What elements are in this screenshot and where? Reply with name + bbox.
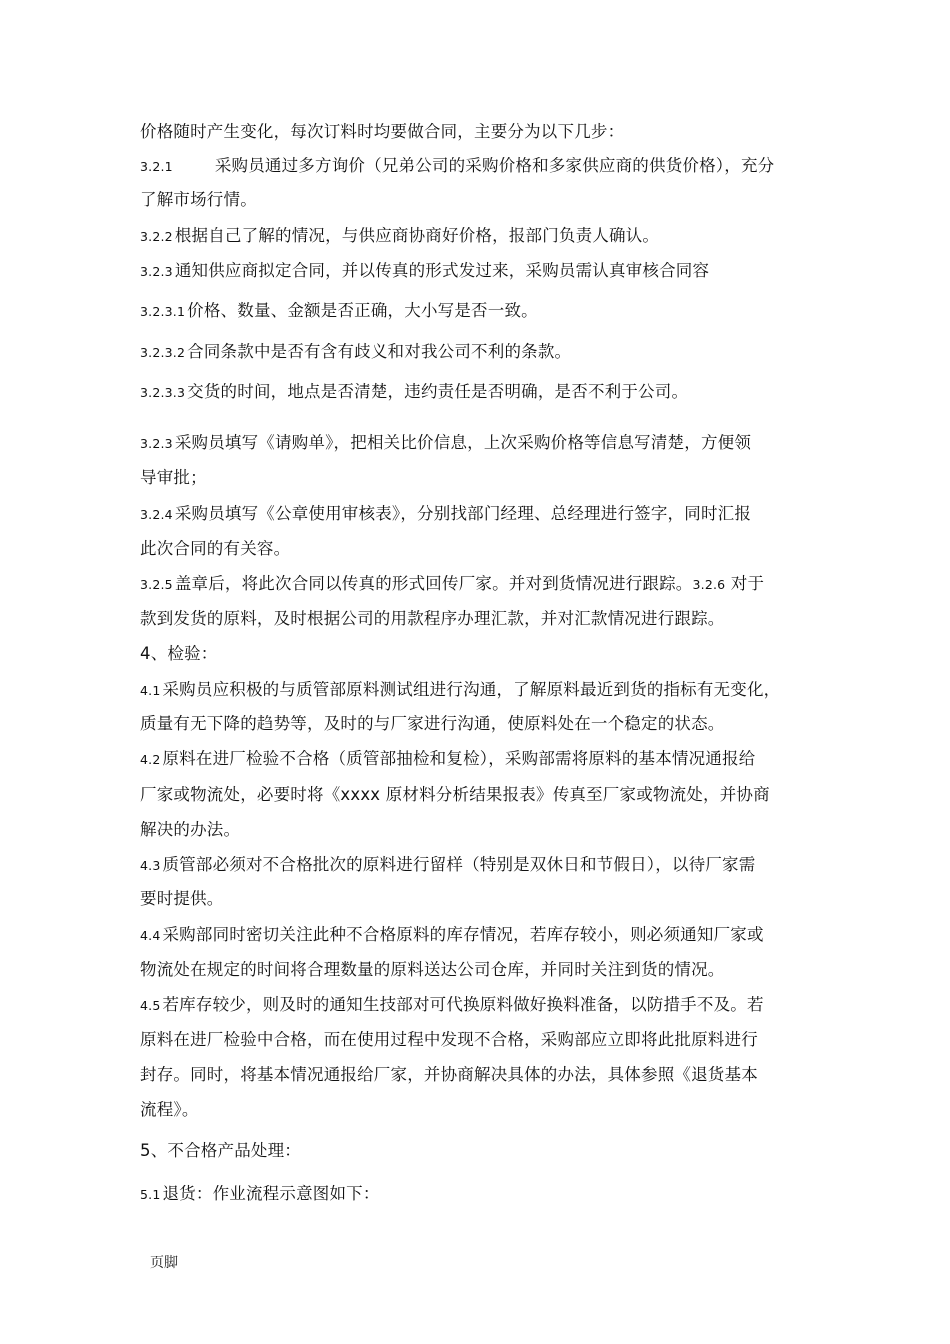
text-line: 物流处在规定的时间将合理数量的原料送达公司仓库，并同时关注到货的情况。	[140, 960, 725, 979]
text-line: 3.2.3.2 合同条款中是否有含有歧义和对我公司不利的条款。	[140, 342, 572, 361]
section-number: 4.3	[140, 858, 161, 873]
text-line: 此次合同的有关容。	[140, 539, 291, 558]
section-number: 3.2.1	[140, 159, 173, 174]
text-line: 3.2.3 采购员填写《请购单》，把相关比价信息，上次采购价格等信息写清楚，方便领	[140, 433, 752, 452]
section-number: 5.1	[140, 1187, 161, 1202]
section-number: 3.2.3	[140, 264, 173, 279]
text-line: 3.2.3.1 价格、数量、金额是否正确，大小写是否一致。	[140, 301, 538, 320]
text-line: 5、不合格产品处理：	[140, 1141, 301, 1160]
section-number: 4.2	[140, 752, 161, 767]
text-line: 3.2.3.3 交货的时间，地点是否清楚，违约责任是否明确，是否不利于公司。	[140, 382, 689, 401]
text-line: 3.2.3 通知供应商拟定合同，并以传真的形式发过来，采购员需认真审核合同容	[140, 261, 710, 280]
text-line: 了解市场行情。	[140, 190, 257, 209]
text-line: 流程》。	[140, 1100, 199, 1119]
text-line: 封存。同时，将基本情况通报给厂家，并协商解决具体的办法，具体参照《退货基本	[140, 1065, 758, 1084]
text-line: 3.2.5 盖章后，将此次合同以传真的形式回传厂家。并对到货情况进行跟踪。3.2.6 对于	[140, 574, 765, 593]
section-number: 4.4	[140, 928, 161, 943]
text-line: 5.1 退货：作业流程示意图如下：	[140, 1184, 380, 1203]
text-line: 导审批；	[140, 468, 207, 487]
section-number: 3.2.4	[140, 507, 173, 522]
text-line: 原料在进厂检验中合格，而在使用过程中发现不合格，采购部应立即将此批原料进行	[140, 1030, 758, 1049]
text-line: 质量有无下降的趋势等，及时的与厂家进行沟通，使原料处在一个稳定的状态。	[140, 714, 725, 733]
section-number: 3.2.5	[140, 577, 173, 592]
section-number: 4.5	[140, 998, 161, 1013]
text-line: 要时提供。	[140, 889, 224, 908]
text-line: 厂家或物流处，必要时将《xxxx 原材料分析结果报表》传真至厂家或物流处，并协商	[140, 785, 770, 804]
text-line: 4、检验：	[140, 644, 218, 663]
text-line: 3.2.4 采购员填写《公章使用审核表》，分别找部门经理、总经理进行签字，同时汇报	[140, 504, 752, 523]
section-number: 3.2.6	[692, 577, 726, 592]
section-number: 3.2.3.3	[140, 385, 186, 400]
section-number: 4.1	[140, 683, 161, 698]
text-line: 3.2.2 根据自己了解的情况，与供应商协商好价格，报部门负责人确认。	[140, 226, 660, 245]
text-line: 价格随时产生变化，每次订料时均要做合同，主要分为以下几步：	[140, 122, 625, 141]
text-line: 4.4 采购部同时密切关注此种不合格原料的库存情况，若库存较小，则必须通知厂家或	[140, 925, 764, 944]
section-number: 3.2.2	[140, 229, 173, 244]
section-number: 3.2.3	[140, 436, 173, 451]
text-line: 款到发货的原料，及时根据公司的用款程序办理汇款，并对汇款情况进行跟踪。	[140, 609, 725, 628]
page-footer: 页脚	[150, 1255, 178, 1271]
section-number: 3.2.3.2	[140, 345, 186, 360]
text-line: 4.1 采购员应积极的与质管部原料测试组进行沟通，了解原料最近到货的指标有无变化，	[140, 680, 781, 699]
section-number: 3.2.3.1	[140, 304, 186, 319]
text-line: 3.2.1 采购员通过多方询价（兄弟公司的采购价格和多家供应商的供货价格），充分	[140, 156, 775, 175]
text-line: 4.5 若库存较少，则及时的通知生技部对可代换原料做好换料准备，以防措手不及。若	[140, 995, 764, 1014]
text-line: 4.3 质管部必须对不合格批次的原料进行留样（特别是双休日和节假日），以待厂家需	[140, 855, 756, 874]
text-line: 4.2 原料在进厂检验不合格（质管部抽检和复检），采购部需将原料的基本情况通报给	[140, 749, 756, 768]
text-line: 解决的办法。	[140, 820, 241, 839]
